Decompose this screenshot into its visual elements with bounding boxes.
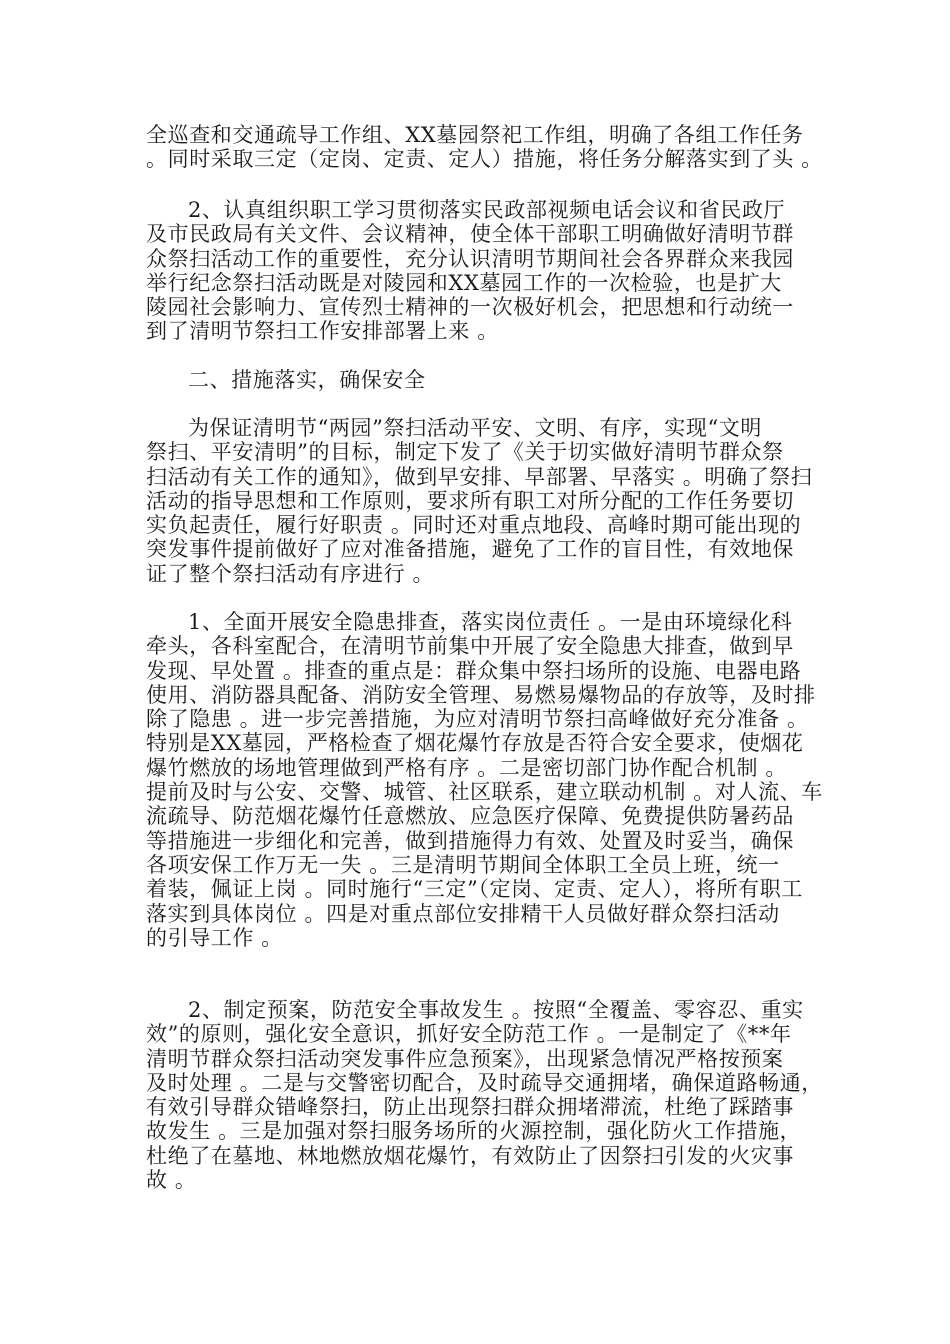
text-line: 全巡查和交通疏导工作组、XX墓园祭祀工作组，明确了各组工作任务 (146, 123, 804, 147)
text-line: 流疏导、防范烟花爆竹任意燃放、应急医疗保障、免费提供防暑药品 (146, 804, 794, 829)
text-line: 到了清明节祭扫工作安排部署上来 。 (146, 319, 499, 344)
text-line: 有效引导群众错峰祭扫，防止出现祭扫群众拥堵滞流，杜绝了踩踏事 (146, 1095, 794, 1120)
paragraph-item-2-study (146, 198, 846, 344)
text-line: 为保证清明节“两园”祭扫活动平安、文明、有序，实现“文明 (188, 416, 763, 440)
section-heading-2 (146, 368, 846, 392)
text-line: 特别是XX墓园，严格检查了烟花爆竹存放是否符合安全要求，使烟花 (146, 731, 804, 756)
paragraph-continued (146, 123, 846, 172)
text-line: 清明节群众祭扫活动突发事件应急预案》，出现紧急情况严格按预案 (146, 1046, 784, 1071)
text-line: 。同时采取三定（定岗、定责、定人）措施，将任务分解落实到了头 。 (146, 147, 823, 172)
text-line: 等措施进一步细化和完善，做到措施得力有效、处置及时妥当，确保 (146, 828, 794, 853)
heading-line: 二、措施落实，确保安全 (188, 368, 426, 392)
text-line: 故发生 。三是加强对祭扫服务场所的火源控制，强化防火工作措施， (146, 1119, 802, 1144)
text-line: 着装，佩证上岗 。同时施行“三定”（定岗、定责、定人），将所有职工 (146, 877, 803, 902)
paragraph-item-2-plan (146, 998, 846, 1192)
text-line: 扫活动有关工作的通知》，做到早安排、早部署、早落实 。明确了祭扫 (146, 464, 813, 489)
text-line: 活动的指导思想和工作原则，要求所有职工对所分配的工作任务要切 (146, 488, 794, 513)
text-line: 突发事件提前做好了应对准备措施，避免了工作的盲目性，有效地保 (146, 537, 794, 562)
text-line: 2、制定预案，防范安全事故发生 。按照“全覆盖、零容忍、重实 (188, 998, 804, 1022)
text-line: 提前及时与公安、交警、城管、社区联系，建立联动机制 。对人流、车 (146, 780, 823, 805)
text-line: 1、全面开展安全隐患排查，落实岗位责任 。一是由环境绿化科 (188, 610, 793, 634)
text-line: 举行纪念祭扫活动既是对陵园和XX墓园工作的一次检验，也是扩大 (146, 270, 782, 295)
paragraph-item-1-safety (146, 610, 846, 950)
text-line: 陵园社会影响力、宣传烈士精神的一次极好机会，把思想和行动统一 (146, 295, 794, 320)
text-line: 爆竹燃放的场地管理做到严格有序 。二是密切部门协作配合机制 。 (146, 755, 787, 780)
paragraph-guarantee (146, 416, 846, 586)
text-line: 众祭扫活动工作的重要性，充分认识清明节期间社会各界群众来我园 (146, 246, 794, 271)
text-line: 各项安保工作万无一失 。三是清明节期间全体职工全员上班，统一 (146, 852, 780, 877)
text-line: 实负起责任，履行好职责 。同时还对重点地段、高峰时期可能出现的 (146, 513, 802, 538)
text-line: 效”的原则，强化安全意识，抓好安全防范工作 。一是制定了《**年 (146, 1022, 792, 1047)
text-line: 祭扫、平安清明”的目标，制定下发了《关于切实做好清明节群众祭 (146, 440, 784, 465)
text-line: 使用、消防器具配备、消防安全管理、易燃易爆物品的存放等，及时排 (146, 682, 816, 707)
text-line: 证了整个祭扫活动有序进行 。 (146, 561, 435, 586)
text-line: 牵头，各科室配合，在清明节前集中开展了安全隐患大排查，做到早 (146, 634, 794, 659)
text-line: 故 。 (146, 1168, 197, 1193)
text-line: 落实到具体岗位 。四是对重点部位安排精干人员做好群众祭扫活动 (146, 901, 780, 926)
text-line: 2、认真组织职工学习贯彻落实民政部视频电话会议和省民政厅 (188, 198, 786, 222)
text-line: 发现、早处置 。排查的重点是：群众集中祭扫场所的设施、电器电路 (146, 658, 802, 683)
text-line: 及时处理 。二是与交警密切配合，及时疏导交通拥堵，确保道路畅通， (146, 1070, 823, 1095)
text-line: 除了隐患 。进一步完善措施，为应对清明节祭扫高峰做好充分准备 。 (146, 707, 809, 732)
text-line: 的引导工作 。 (146, 925, 283, 950)
text-line: 及市民政局有关文件、会议精神，使全体干部职工明确做好清明节群 (146, 222, 794, 247)
text-line: 杜绝了在墓地、林地燃放烟花爆竹，有效防止了因祭扫引发的火灾事 (146, 1143, 794, 1168)
